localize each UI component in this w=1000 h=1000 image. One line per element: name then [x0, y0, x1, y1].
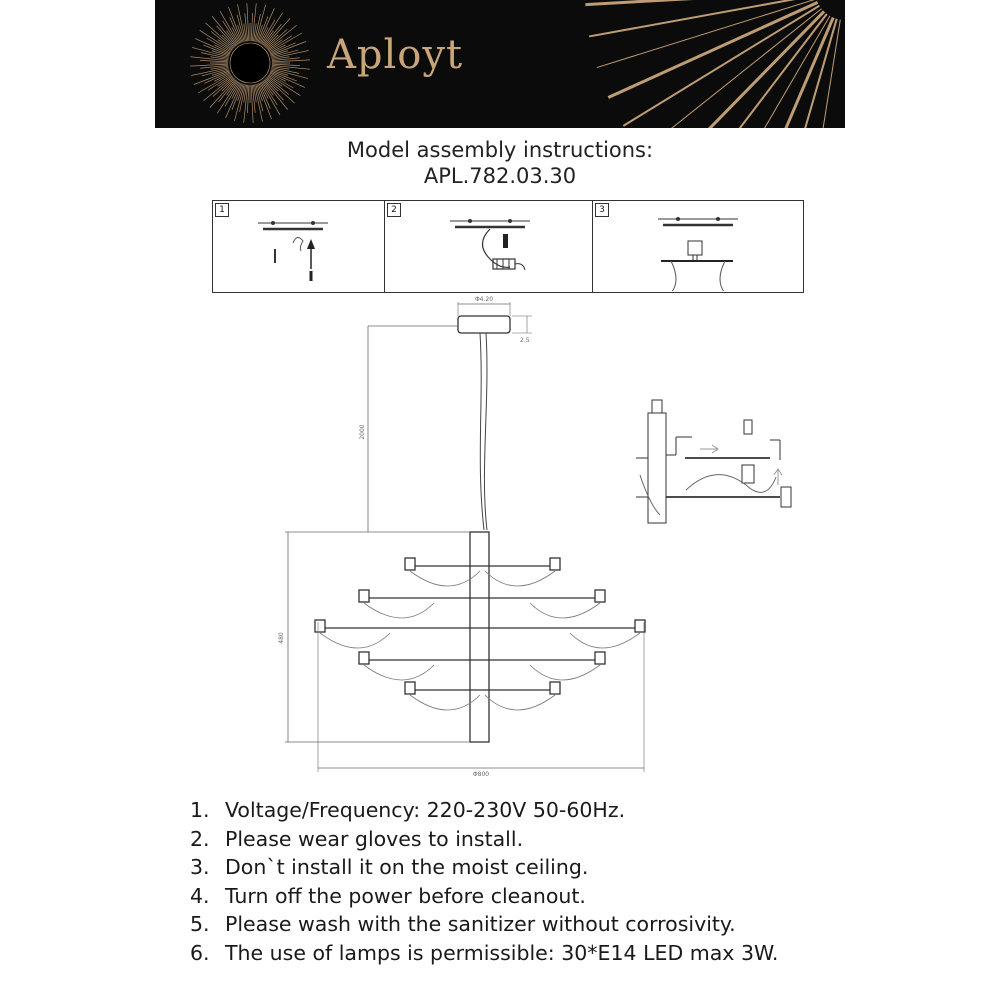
- lamp-socket: [550, 558, 560, 570]
- instruction-item: 2. Please wear gloves to install.: [190, 826, 524, 851]
- instruction-item: 5. Please wash with the sanitizer without corrosivity.: [190, 912, 736, 936]
- lamp-socket: [595, 652, 605, 664]
- lamp-socket: [635, 620, 645, 632]
- lamp-assembly-detail: [636, 400, 791, 523]
- model-number: APL.782.03.30: [423, 164, 577, 188]
- brand-logo: Aployt: [327, 32, 464, 78]
- instructions-list: [190, 796, 778, 967]
- step-number: 1: [215, 203, 229, 217]
- lamp-socket: [405, 558, 415, 570]
- instruction-item: 4. Turn off the power before cleanout.: [190, 883, 586, 908]
- instruction-item: 6. The use of lamps is permissible: 30*E14 LED max 3W.: [190, 940, 779, 965]
- lamp-socket: [359, 590, 369, 602]
- body-height-label: 480: [278, 632, 285, 644]
- body-width-label: Φ800: [472, 771, 490, 778]
- lamp-socket: [405, 682, 415, 694]
- suspension-length-label: 2000: [359, 424, 366, 440]
- canopy-diameter-label: Φ4.20: [474, 296, 494, 303]
- lamp-socket: [359, 652, 369, 664]
- lamp-socket: [595, 590, 605, 602]
- document-title: Model assembly instructions:: [346, 138, 654, 162]
- step-number: 2: [387, 203, 401, 217]
- step-number: 3: [595, 203, 609, 217]
- instruction-item: 1. Voltage/Frequency: 220-230V 50-60Hz.: [190, 798, 626, 822]
- lamp-socket: [315, 620, 325, 632]
- canopy-height-label: 2.5: [520, 337, 530, 344]
- instruction-item: 3. Don`t install it on the moist ceiling.: [190, 855, 589, 879]
- central-column: [470, 532, 489, 742]
- lamp-socket: [550, 682, 560, 694]
